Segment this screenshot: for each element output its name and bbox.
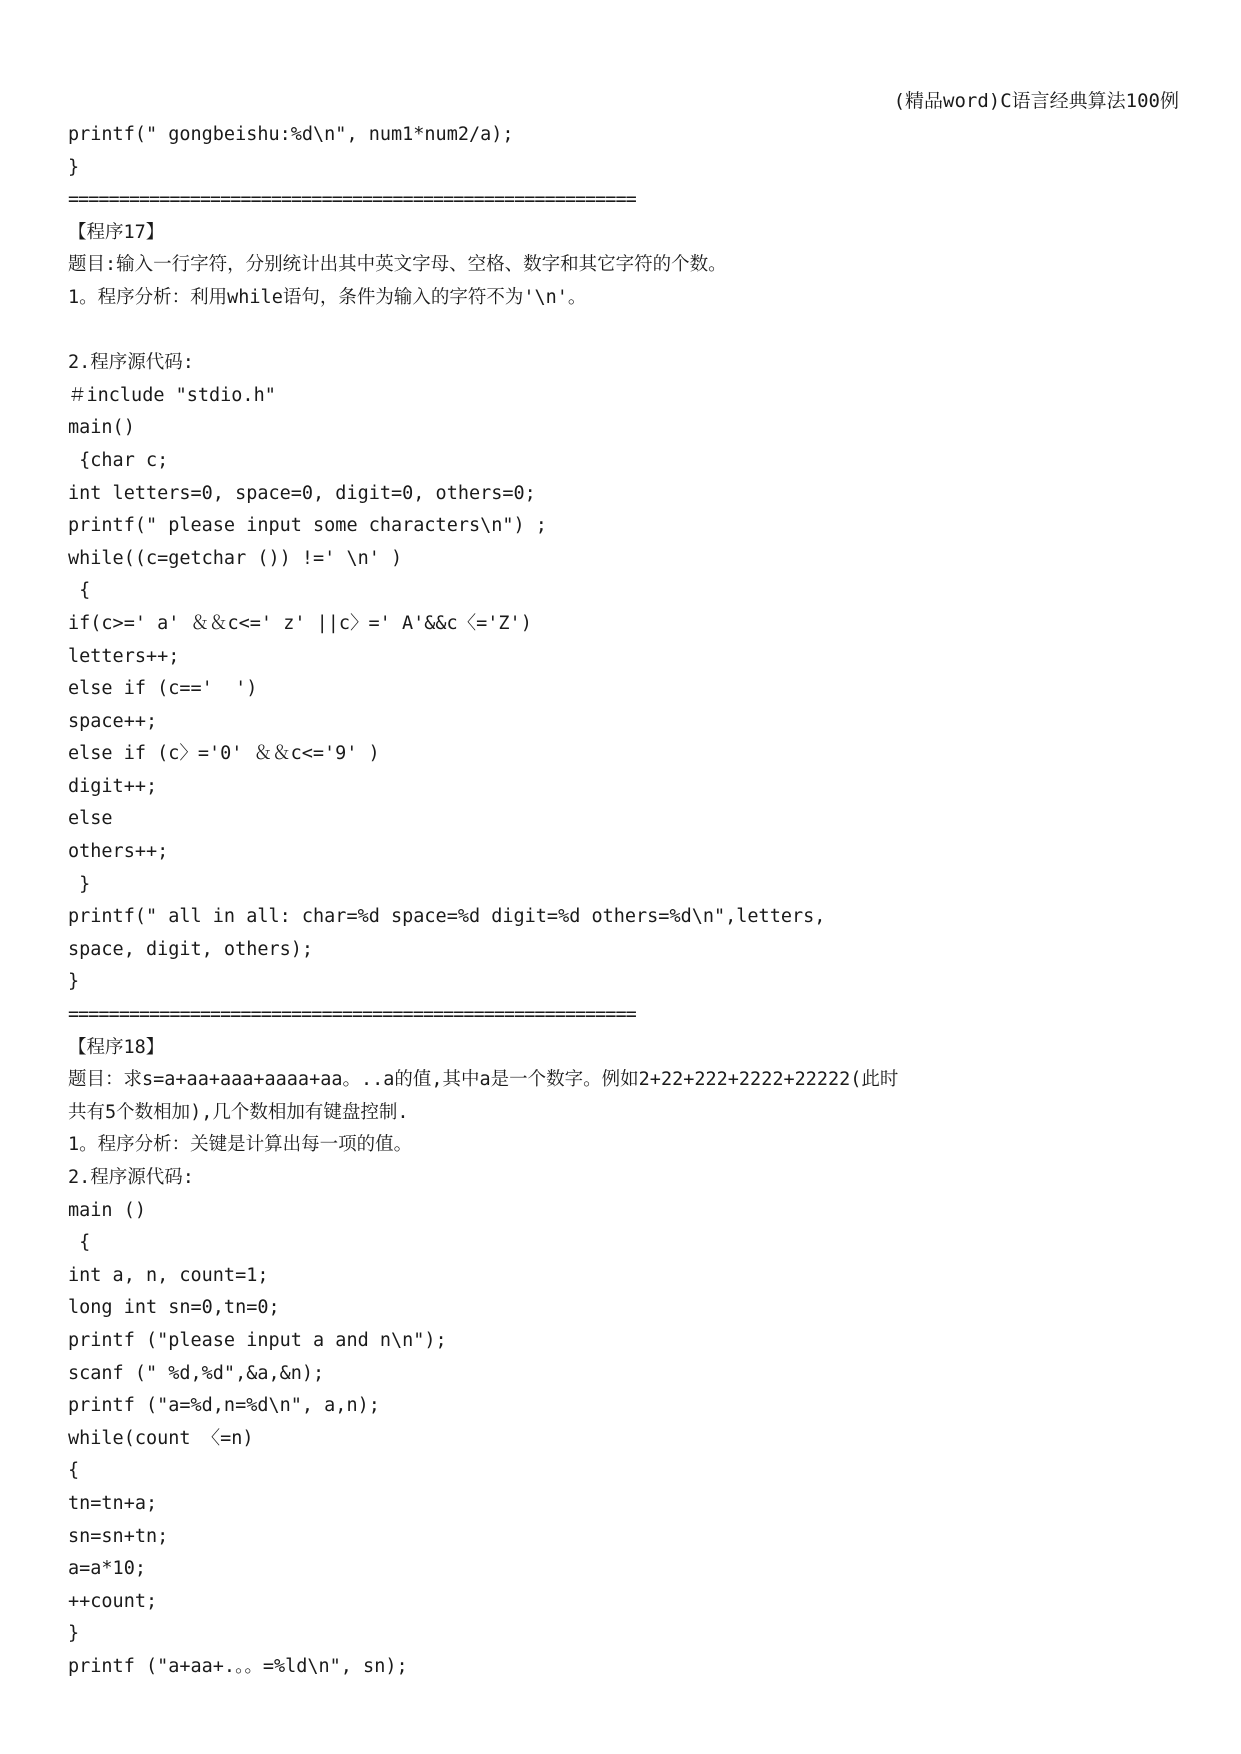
code-line: else (68, 808, 113, 830)
code-line: main() (68, 417, 135, 439)
problem-statement: 题目:输入一行字符，分别统计出其中英文字母、空格、数字和其它字符的个数。 (68, 254, 727, 276)
code-line: else if (c〉='0' ＆＆c<='9' ) (68, 743, 380, 765)
code-line: ++count; (68, 1590, 158, 1612)
code-line: printf ("a+aa+.。。=%ld\n", sn); (68, 1655, 408, 1677)
code-line: else if (c==' ') (68, 678, 258, 700)
code-line: while(count 〈=n) (68, 1427, 254, 1449)
code-line: } (68, 156, 80, 178)
section-heading: 【程序17】 (68, 221, 165, 243)
problem-statement: 共有5个数相加),几个数相加有键盘控制. (68, 1101, 409, 1123)
code-line: } (68, 873, 91, 895)
source-code-label: 2.程序源代码: (68, 1167, 194, 1188)
code-line: letters++; (68, 645, 180, 667)
code-line: printf(" gongbeishu:%d\n", num1*num2/a); (68, 124, 514, 145)
code-line: int letters=0, space=0, digit=0, others=0; (68, 482, 536, 504)
code-line: scanf (" %d,%d",&a,&n); (68, 1362, 325, 1384)
blank-line (68, 315, 1188, 348)
section-heading: 【程序18】 (68, 1036, 165, 1058)
code-line: tn=tn+a; (68, 1492, 158, 1514)
code-line: ＃include "stdio.h" (68, 384, 276, 406)
code-line: } (68, 1623, 80, 1645)
code-line: while((c=getchar ()) !=' \n' ) (68, 547, 403, 569)
code-line: { (68, 1460, 80, 1482)
source-code-label: 2.程序源代码: (68, 352, 194, 374)
code-line: others++; (68, 841, 169, 863)
code-line: int a, n, count=1; (68, 1264, 269, 1286)
code-line: } (68, 971, 80, 993)
separator-line: ======================================================== (68, 1004, 636, 1026)
code-line: main () (68, 1199, 146, 1221)
code-line: printf ("a=%d,n=%d\n", a,n); (68, 1395, 380, 1417)
document-header-title: (精品word)C语言经典算法100例 (893, 90, 1179, 112)
code-line: printf ("please input a and n\n"); (68, 1329, 447, 1351)
code-line: {char c; (68, 449, 169, 471)
code-line: digit++; (68, 775, 158, 797)
code-line: printf(" all in all: char=%d space=%d digit=%d others=%d\n",letters, (68, 906, 826, 928)
code-line: { (68, 1232, 91, 1254)
code-line: space++; (68, 710, 158, 732)
code-line: sn=sn+tn; (68, 1525, 169, 1547)
analysis-text: 1。程序分析：关键是计算出每一项的值。 (68, 1134, 413, 1156)
problem-statement: 题目：求s=a+aa+aaa+aaaa+aa。..a的值,其中a是一个数字。例如2+22+222+2222+22222(此时 (68, 1069, 899, 1091)
analysis-text: 1。程序分析：利用while语句，条件为输入的字符不为'\n'。 (68, 286, 587, 308)
separator-line: ======================================================== (68, 189, 636, 211)
document-body (68, 119, 1188, 1684)
code-line: a=a*10; (68, 1558, 146, 1580)
code-line: long int sn=0,tn=0; (68, 1297, 280, 1319)
code-line: { (68, 580, 91, 602)
code-line: if(c>=' a' ＆＆c<=' z' ||c〉=' A'&&c〈='Z') (68, 612, 532, 634)
code-line: printf(" please input some characters\n") ; (68, 515, 547, 537)
code-line: space, digit, others); (68, 938, 314, 960)
